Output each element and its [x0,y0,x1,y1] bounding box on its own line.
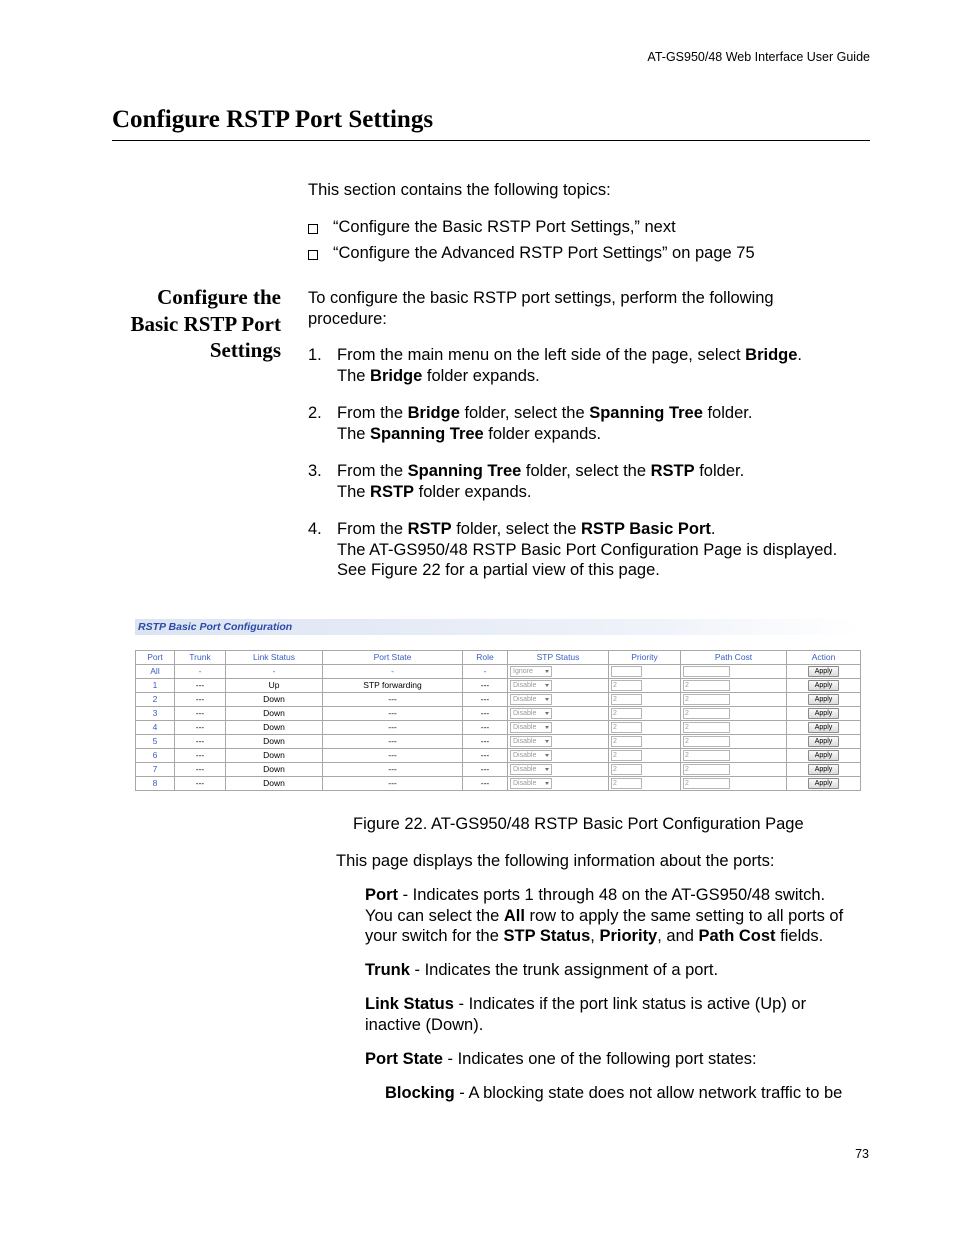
procedure-intro: To configure the basic RSTP port settings, perform the following procedure: [308,289,774,328]
priority-input[interactable]: 2 [611,694,642,705]
path-cost-input[interactable]: 2 [683,764,730,775]
figure-panel-title: RSTP Basic Port Configuration [135,619,860,635]
column-header-stp-status[interactable]: STP Status [508,651,609,665]
priority-input[interactable]: 2 [611,764,642,775]
column-header-trunk[interactable]: Trunk [175,651,226,665]
table-row: 3 --- Down --- --- Disable 2 2 Apply [136,707,861,721]
stp-status-select[interactable]: Disable [510,680,552,691]
topic-link[interactable]: “Configure the Basic RSTP Port Settings,” next [333,218,676,236]
step-item: 3. From the Spanning Tree folder, select the RSTP folder. The RSTP folder expands. [308,462,745,501]
port-link[interactable]: 2 [136,693,175,707]
port-link[interactable]: 7 [136,763,175,777]
path-cost-input[interactable]: 2 [683,778,730,789]
definition-link-status: Link Status - Indicates if the port link status is active (Up) or inactive (Down). [365,995,807,1034]
priority-input[interactable]: 2 [611,750,642,761]
port-link[interactable]: 4 [136,721,175,735]
definition-blocking: Blocking - A blocking state does not allow network traffic to be [385,1084,843,1102]
dropdown-arrow-icon [545,726,549,729]
apply-button[interactable]: Apply [808,722,839,733]
port-link[interactable]: 1 [136,679,175,693]
table-row: 4 --- Down --- --- Disable 2 2 Apply [136,721,861,735]
apply-button[interactable]: Apply [808,736,839,747]
definition-port: Port - Indicates ports 1 through 48 on the AT-GS950/48 switch. You can select the All row to apply the same setting to all ports of your switch for the STP Status, Priority, and Path Cost fields. [365,886,844,945]
step-item: 4. From the RSTP folder, select the RSTP Basic Port. The AT-GS950/48 RSTP Basic Port Configuration Page is displayed. See Figure 22 for a partial view of this page. [308,520,838,579]
priority-input[interactable]: 2 [611,736,642,747]
stp-status-select[interactable]: Disable [510,764,552,775]
apply-button[interactable]: Apply [808,680,839,691]
stp-status-select[interactable]: Disable [510,778,552,789]
column-header-priority[interactable]: Priority [609,651,681,665]
dropdown-arrow-icon [545,768,549,771]
column-header-action[interactable]: Action [787,651,861,665]
column-header-path-cost[interactable]: Path Cost [681,651,787,665]
topic-item [308,243,755,269]
path-cost-input[interactable]: 2 [683,694,730,705]
dropdown-arrow-icon [545,712,549,715]
topic-item [308,217,755,243]
table-header-row [136,651,861,665]
definition-port-state: Port State - Indicates one of the following port states: [365,1049,757,1068]
port-link[interactable]: 8 [136,777,175,791]
priority-input[interactable]: 2 [611,680,642,691]
table-row-all: All - - - - Ignore Apply [136,665,861,679]
apply-button[interactable]: Apply [808,764,839,775]
priority-input[interactable]: 2 [611,722,642,733]
figure-caption: Figure 22. AT-GS950/48 RSTP Basic Port Configuration Page [353,815,804,833]
port-link[interactable]: 5 [136,735,175,749]
field-definitions [365,885,870,1083]
path-cost-input[interactable]: 2 [683,736,730,747]
rstp-port-table [135,650,861,791]
apply-button[interactable]: Apply [808,666,839,677]
column-header-port[interactable]: Port [136,651,175,665]
dropdown-arrow-icon [545,684,549,687]
apply-button[interactable]: Apply [808,708,839,719]
priority-input[interactable]: 2 [611,708,642,719]
table-row: 2 --- Down --- --- Disable 2 2 Apply [136,693,861,707]
port-link[interactable]: 6 [136,749,175,763]
port-all-link[interactable]: All [136,665,175,679]
dropdown-arrow-icon [545,698,549,701]
stp-status-select[interactable]: Disable [510,708,552,719]
priority-input[interactable] [611,666,642,677]
topic-list [308,217,755,269]
path-cost-input[interactable]: 2 [683,680,730,691]
section-heading: Configure the Basic RSTP Port Settings [130,285,281,362]
column-header-link-status[interactable]: Link Status [226,651,323,665]
stp-status-select[interactable]: Disable [510,750,552,761]
stp-status-select[interactable]: Disable [510,694,552,705]
table-row: 6 --- Down --- --- Disable 2 2 Apply [136,749,861,763]
dropdown-arrow-icon [545,754,549,757]
chapter-title: Configure RSTP Port Settings [112,106,434,133]
dropdown-arrow-icon [545,670,549,673]
column-header-port-state[interactable]: Port State [323,651,463,665]
port-link[interactable]: 3 [136,707,175,721]
priority-input[interactable]: 2 [611,778,642,789]
table-row: 5 --- Down --- --- Disable 2 2 Apply [136,735,861,749]
column-header-role[interactable]: Role [463,651,508,665]
apply-button[interactable]: Apply [808,778,839,789]
title-rule [112,140,870,141]
table-row: 7 --- Down --- --- Disable 2 2 Apply [136,763,861,777]
path-cost-input[interactable]: 2 [683,722,730,733]
stp-status-select[interactable]: Disable [510,736,552,747]
table-row: 1 --- Up STP forwarding --- Disable 2 2 Apply [136,679,861,693]
table-row: 8 --- Down --- --- Disable 2 2 Apply [136,777,861,791]
running-header: AT-GS950/48 Web Interface User Guide [647,50,870,64]
stp-status-select[interactable]: Disable [510,722,552,733]
path-cost-input[interactable]: 2 [683,708,730,719]
checkbox-bullet-icon [308,224,318,234]
apply-button[interactable]: Apply [808,694,839,705]
page-number: 73 [855,1147,869,1161]
checkbox-bullet-icon [308,250,318,260]
path-cost-input[interactable]: 2 [683,750,730,761]
topic-link[interactable]: “Configure the Advanced RSTP Port Settings” on page 75 [333,244,755,262]
stp-status-select[interactable]: Ignore [510,666,552,677]
intro-text: This section contains the following topics: [308,181,611,199]
dropdown-arrow-icon [545,740,549,743]
dropdown-arrow-icon [545,782,549,785]
step-item: 2. From the Bridge folder, select the Spanning Tree folder. The Spanning Tree folder expands. [308,404,753,443]
procedure-steps [308,345,868,598]
description-intro: This page displays the following information about the ports: [336,852,775,870]
step-item: 1. From the main menu on the left side of the page, select Bridge. The Bridge folder expands. [308,346,803,385]
apply-button[interactable]: Apply [808,750,839,761]
definition-trunk: Trunk - Indicates the trunk assignment of a port. [365,961,719,979]
path-cost-input[interactable] [683,666,730,677]
